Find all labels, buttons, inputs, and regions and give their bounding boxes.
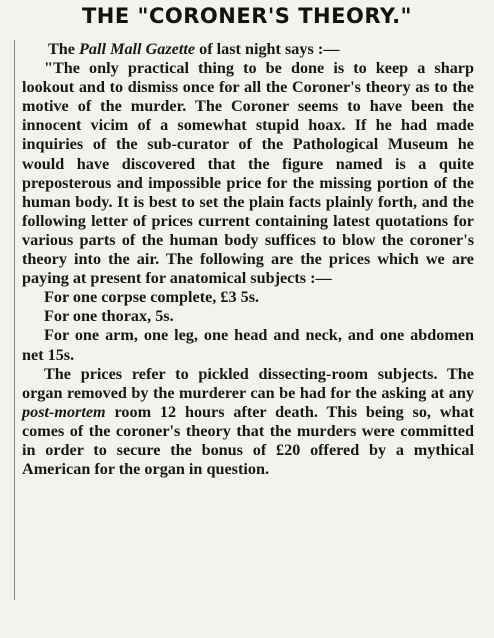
closing-italic: post-mortem: [22, 402, 106, 421]
article-column: [22, 40, 474, 479]
column-rule: [14, 40, 15, 600]
intro-suffix: of last night says :—: [195, 40, 340, 58]
closing-paragraph: [22, 365, 474, 480]
intro-line: [48, 40, 474, 59]
intro-source: Pall Mall Gazette: [79, 40, 196, 58]
quoted-paragraph: "The only practical thing to be done is to keep a sharp lookout and to dismiss once for all the Coroner's theory as to the motive of the murder. The Coroner seems to have been the innocent vicim of a somewhat stupid hoax. If he had made inquiries of the sub-curator of the Pathological Museum he would have discovered that the figure named is a quite preposterous and impossible price for the missing portion of the human body. It is best to set the plain facts plainly forth, and the following letter of prices current containing latest quotations for various parts of the human body suffices to blow the coroner's theory into the air. The following are the prices which we are paying at present for anatomical subjects :—: [22, 59, 474, 288]
closing-text-2: room 12 hours after death. This being so, what comes of the coroner's theory that the murders were committed in order to secure the bonus of £20 offered by a mythical American for the organ in question.: [22, 402, 474, 479]
price-limbs: For one arm, one leg, one head and neck, and one abdomen net 15s.: [22, 326, 474, 364]
price-thorax: For one thorax, 5s.: [44, 307, 174, 326]
headline: THE "CORONER'S THEORY.": [81, 4, 412, 28]
price-corpse: For one corpse complete, £3 5s.: [44, 288, 260, 307]
closing-text-1: The prices refer to pickled dissecting-room subjects. The organ removed by the murderer can be had for the asking at any: [22, 364, 474, 402]
next-headline-cutoff: [0, 624, 494, 638]
intro-prefix: The: [48, 40, 80, 58]
